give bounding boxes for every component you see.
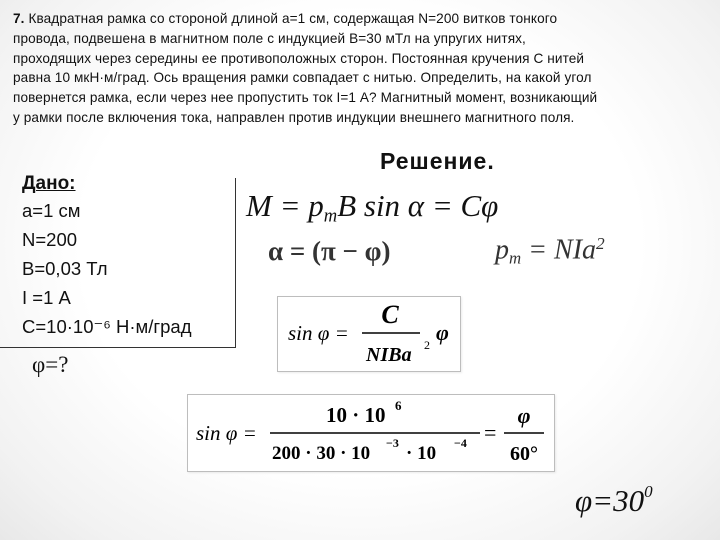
formula-denominator: · 10 bbox=[406, 443, 437, 464]
formula-superscript: 2 bbox=[596, 234, 605, 253]
formula-numerator: 10 · 10 bbox=[326, 403, 386, 427]
sine-formula-box bbox=[277, 296, 461, 372]
angle-relation-formula: α = (π − φ) bbox=[268, 236, 391, 266]
formula-part: B sin α = Cφ bbox=[337, 188, 499, 223]
formula-tail-numerator: φ bbox=[517, 403, 531, 428]
equals-sign: = bbox=[484, 420, 497, 445]
formula-denominator: 200 · 30 · 10 bbox=[272, 443, 371, 464]
formula-denominator: NIBa bbox=[366, 344, 412, 366]
answer-text: φ=30 bbox=[575, 483, 645, 518]
given-divider-vertical bbox=[235, 178, 236, 348]
formula-tail: φ bbox=[436, 320, 449, 345]
problem-text: Квадратная рамка со стороной длиной a=1 см, содержащая N=200 витков тонкого bbox=[28, 11, 558, 26]
sine-formula-svg bbox=[278, 297, 460, 371]
formula-superscript: −4 bbox=[454, 436, 467, 450]
given-item: C=10·10⁻⁶ Н·м/град bbox=[22, 316, 192, 337]
given-item: I =1 А bbox=[22, 287, 71, 308]
problem-number: 7. bbox=[13, 11, 25, 26]
formula-lhs: sin φ = bbox=[288, 321, 349, 345]
problem-statement bbox=[13, 9, 713, 128]
find-quantity: φ=? bbox=[32, 352, 69, 377]
numeric-formula-box bbox=[187, 394, 555, 472]
given-item: B=0,03 Тл bbox=[22, 258, 108, 279]
formula-lhs: sin φ = bbox=[196, 421, 257, 445]
magnetic-moment-formula bbox=[495, 234, 605, 269]
formula-subscript: m bbox=[509, 248, 522, 268]
answer-superscript: 0 bbox=[644, 482, 653, 501]
problem-line: повернется рамка, если через нее пропустить ток I=1 А? Магнитный момент, возникающий bbox=[13, 90, 598, 106]
answer bbox=[575, 482, 653, 519]
formula-subscript: m bbox=[323, 205, 338, 227]
given-divider-horizontal bbox=[0, 347, 236, 348]
solution-title: Решение. bbox=[380, 148, 495, 174]
problem-line: провода, подвешена в магнитном поле с индукцией B=30 мТл на упругих нитях, bbox=[13, 30, 526, 46]
formula-superscript: −3 bbox=[386, 436, 399, 450]
formula-tail-denominator: 60° bbox=[510, 443, 538, 465]
formula-part: p bbox=[495, 234, 509, 266]
problem-line: у рамки после включения тока, направлен против индукции внешнего магнитного поля. bbox=[13, 109, 575, 125]
problem-line: равна 10 мкН·м/град. Ось вращения рамки совпадает с нитью. Определить, на какой угол bbox=[13, 70, 592, 86]
formula-part: M = p bbox=[246, 188, 324, 223]
given-item: N=200 bbox=[22, 229, 78, 250]
formula-part: = NIa bbox=[521, 234, 597, 266]
given-item: a=1 см bbox=[22, 200, 81, 221]
problem-line: проходящих через середины ее противоположных сторон. Постоянная кручения C нитей bbox=[13, 50, 585, 66]
given-title: Дано: bbox=[22, 173, 76, 194]
torque-balance-formula bbox=[246, 188, 498, 228]
formula-superscript: 2 bbox=[424, 338, 430, 352]
formula-superscript: 6 bbox=[395, 398, 402, 413]
numeric-formula-svg bbox=[188, 395, 554, 471]
problem-line bbox=[13, 9, 713, 29]
formula-numerator: C bbox=[381, 300, 399, 329]
